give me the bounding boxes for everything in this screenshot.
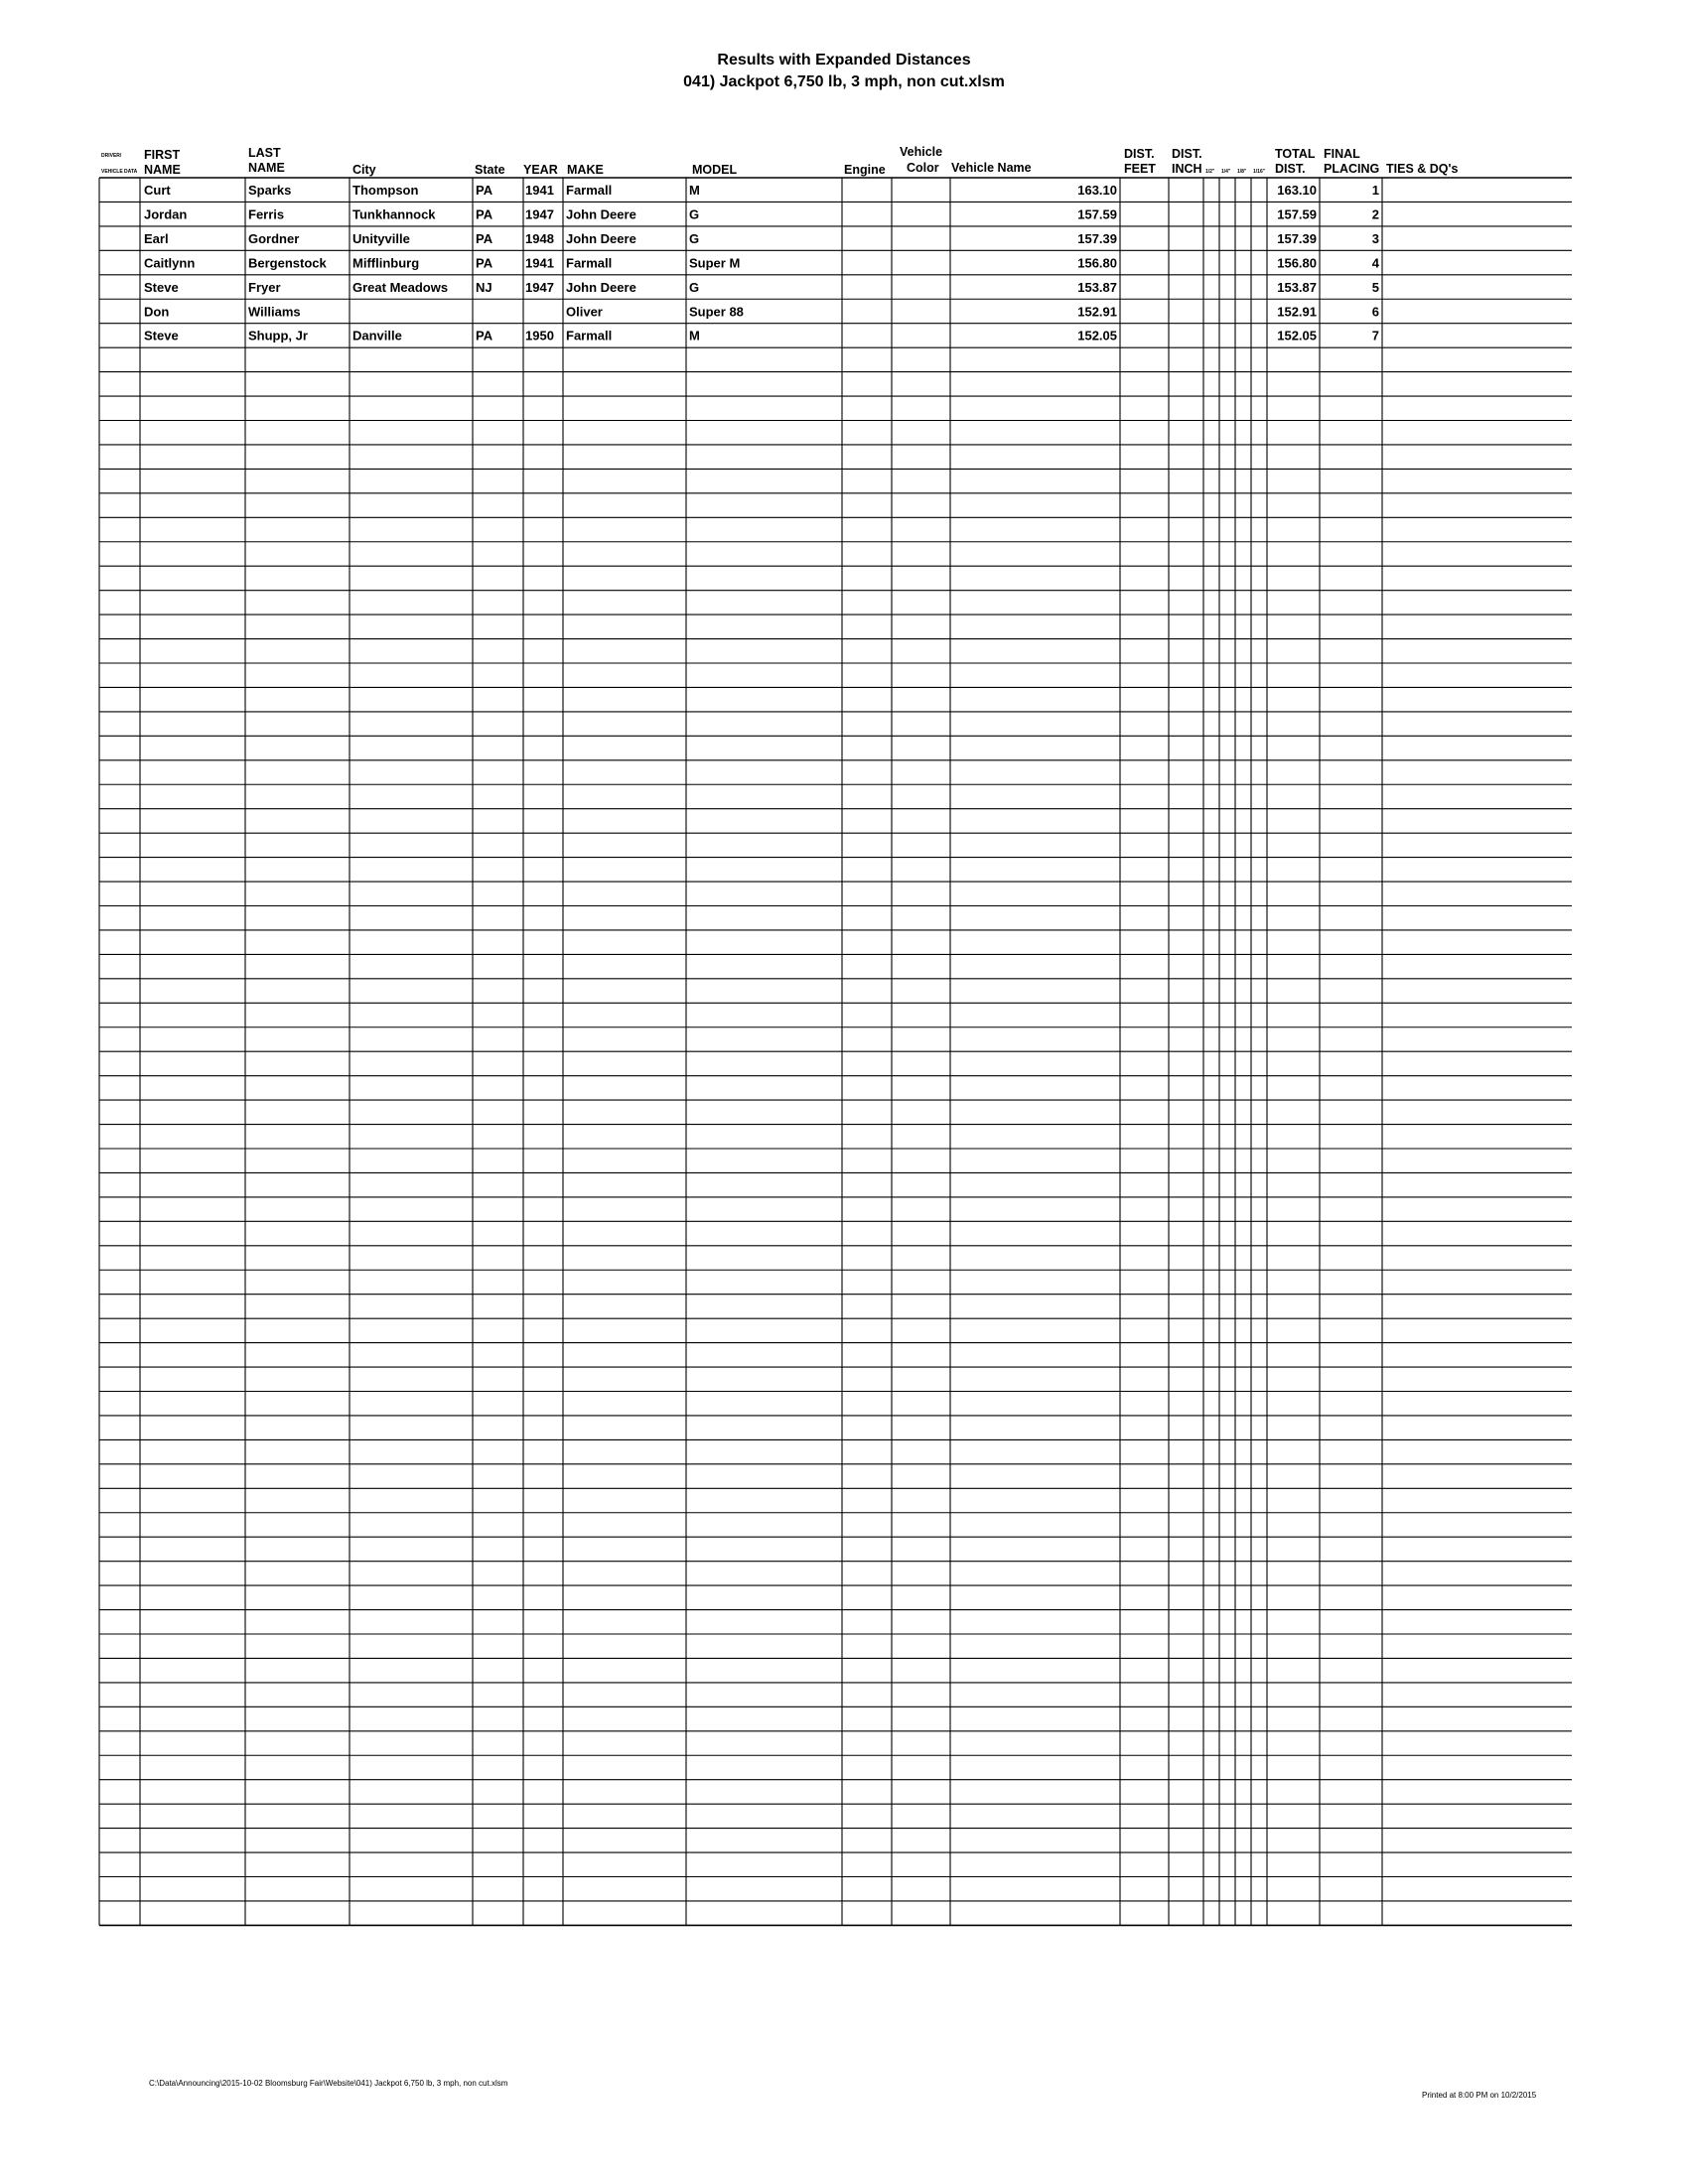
- cell-final-placing: 4: [1371, 255, 1379, 271]
- cell-make: Farmall: [566, 255, 613, 271]
- cell-total-dist: 163.10: [1277, 183, 1317, 198]
- page-title: Results with Expanded Distances: [717, 52, 971, 68]
- cell-total-dist: 152.91: [1277, 304, 1317, 320]
- cell-last-name: Sparks: [248, 183, 292, 198]
- cell-dist-feet: 156.80: [1077, 255, 1117, 271]
- header-make: MAKE: [567, 163, 604, 177]
- cell-make: Oliver: [566, 304, 603, 320]
- header-first-name-line1: FIRST: [144, 148, 181, 162]
- cell-state: PA: [476, 255, 493, 271]
- cell-total-dist: 157.59: [1277, 206, 1317, 222]
- header-vehicle-color-line1: Vehicle: [900, 145, 943, 159]
- footer-printed-timestamp: Printed at 8:00 PM on 10/2/2015: [1422, 2091, 1537, 2100]
- header-model: MODEL: [692, 163, 738, 177]
- header-dist-inch-line1: DIST.: [1172, 147, 1202, 161]
- cell-year: 1950: [525, 328, 554, 343]
- cell-model: G: [689, 206, 700, 222]
- table-row: [144, 206, 1379, 221]
- header-vehicle-name: Vehicle Name: [951, 161, 1032, 175]
- cell-last-name: Williams: [248, 304, 301, 320]
- cell-state: PA: [476, 206, 493, 222]
- cell-year: 1941: [525, 183, 554, 198]
- cell-make: Farmall: [566, 328, 613, 343]
- header-fraction-1: 1/2": [1205, 169, 1215, 175]
- cell-model: Super 88: [689, 304, 744, 320]
- cell-final-placing: 7: [1371, 328, 1379, 343]
- cell-state: PA: [476, 183, 493, 198]
- cell-make: John Deere: [566, 206, 636, 222]
- cell-year: 1947: [525, 279, 554, 295]
- table-row: [144, 304, 1379, 319]
- table-row: [144, 231, 1379, 246]
- header-dist-feet-line1: DIST.: [1124, 147, 1155, 161]
- cell-last-name: Fryer: [248, 279, 281, 295]
- header-total-dist-line1: TOTAL: [1275, 147, 1316, 161]
- header-vehicle-color-line2: Color: [907, 161, 939, 175]
- cell-total-dist: 152.05: [1277, 328, 1317, 343]
- cell-make: Farmall: [566, 183, 613, 198]
- header-driver-vehicle-line2: VEHICLE DATA: [101, 169, 138, 175]
- header-final-placing-line2: PLACING: [1324, 162, 1380, 176]
- header-fraction-4: 1/16": [1253, 169, 1266, 175]
- cell-final-placing: 6: [1371, 304, 1379, 320]
- cell-year: 1941: [525, 255, 554, 271]
- page-subtitle: 041) Jackpot 6,750 lb, 3 mph, non cut.xlsm: [683, 73, 1005, 90]
- cell-total-dist: 153.87: [1277, 279, 1317, 295]
- table-body: [144, 183, 1380, 343]
- cell-make: John Deere: [566, 279, 636, 295]
- cell-city: Unityville: [352, 230, 410, 246]
- header-fraction-2: 1/4": [1221, 169, 1231, 175]
- header-final-placing-line1: FINAL: [1324, 147, 1360, 161]
- header-first-name-line2: NAME: [144, 163, 181, 177]
- cell-first-name: Caitlynn: [144, 255, 196, 271]
- header-city: City: [352, 163, 376, 177]
- header-total-dist-line2: DIST.: [1275, 162, 1306, 176]
- cell-dist-feet: 157.39: [1077, 230, 1117, 246]
- cell-year: 1947: [525, 206, 554, 222]
- cell-dist-feet: 152.05: [1077, 328, 1117, 343]
- cell-year: 1948: [525, 230, 554, 246]
- cell-total-dist: 156.80: [1277, 255, 1317, 271]
- cell-first-name: Curt: [144, 183, 171, 198]
- cell-first-name: Jordan: [144, 206, 188, 222]
- cell-dist-feet: 153.87: [1077, 279, 1117, 295]
- cell-city: Danville: [352, 328, 402, 343]
- cell-model: G: [689, 279, 700, 295]
- table-header: [101, 145, 1458, 177]
- cell-final-placing: 2: [1371, 206, 1379, 222]
- cell-city: Mifflinburg: [352, 255, 420, 271]
- table-row: [144, 255, 1380, 270]
- cell-city: Great Meadows: [352, 279, 449, 295]
- cell-model: Super M: [689, 255, 741, 271]
- header-driver-vehicle-line1: DRIVER/: [101, 153, 122, 159]
- cell-first-name: Steve: [144, 279, 179, 295]
- cell-last-name: Shupp, Jr: [248, 328, 308, 343]
- table-grid: [99, 178, 1572, 1925]
- cell-model: G: [689, 230, 700, 246]
- header-fraction-3: 1/8": [1237, 169, 1247, 175]
- cell-state: PA: [476, 230, 493, 246]
- table-row: [144, 183, 1379, 198]
- header-last-name-line2: NAME: [248, 161, 285, 175]
- cell-final-placing: 1: [1371, 183, 1379, 198]
- header-last-name-line1: LAST: [248, 146, 281, 160]
- cell-first-name: Steve: [144, 328, 179, 343]
- cell-city: Tunkhannock: [352, 206, 436, 222]
- cell-first-name: Don: [144, 304, 170, 320]
- header-ties-dqs: TIES & DQ's: [1386, 162, 1459, 176]
- cell-final-placing: 3: [1371, 230, 1379, 246]
- cell-make: John Deere: [566, 230, 636, 246]
- cell-dist-feet: 163.10: [1077, 183, 1117, 198]
- header-engine: Engine: [844, 163, 886, 177]
- cell-state: PA: [476, 328, 493, 343]
- cell-dist-feet: 157.59: [1077, 206, 1117, 222]
- cell-model: M: [689, 328, 700, 343]
- table-row: [144, 329, 1379, 343]
- cell-dist-feet: 152.91: [1077, 304, 1117, 320]
- table-row: [144, 280, 1379, 295]
- cell-model: M: [689, 183, 700, 198]
- cell-state: NJ: [476, 279, 492, 295]
- header-dist-inch-line2: INCH: [1172, 162, 1202, 176]
- cell-first-name: Earl: [144, 230, 169, 246]
- cell-city: Thompson: [352, 183, 419, 198]
- cell-total-dist: 157.39: [1277, 230, 1317, 246]
- header-year: YEAR: [523, 163, 558, 177]
- header-state: State: [475, 163, 505, 177]
- cell-last-name: Bergenstock: [248, 255, 327, 271]
- cell-last-name: Gordner: [248, 230, 300, 246]
- header-dist-feet-line2: FEET: [1124, 162, 1156, 176]
- cell-last-name: Ferris: [248, 206, 285, 222]
- cell-final-placing: 5: [1371, 279, 1379, 295]
- footer-file-path: C:\Data\Announcing\2015-10-02 Bloomsburg Fair\Website\041) Jackpot 6,750 lb, 3 mph, non cut.xlsm: [149, 2079, 508, 2088]
